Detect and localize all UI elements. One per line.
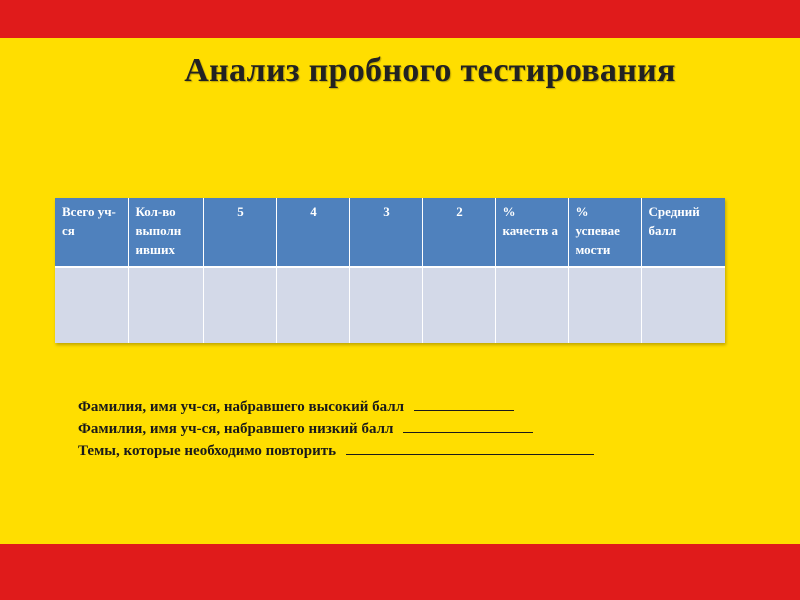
low-score-line: [78, 418, 594, 440]
high-score-blank: [414, 396, 514, 411]
topics-blank: [346, 440, 594, 455]
table-cell: [128, 267, 203, 343]
table-cell: [422, 267, 495, 343]
topics-line: [78, 440, 594, 462]
table-cell: [55, 267, 128, 343]
results-table-container: [55, 198, 725, 343]
header-grade-5: 5: [203, 198, 276, 267]
header-success-percent: % успевае мости: [568, 198, 641, 267]
table-header-row: [55, 198, 725, 267]
fill-in-fields: [78, 396, 594, 462]
slide-title: Анализ пробного тестирования: [184, 52, 676, 89]
header-completed-count: Кол-во выполн ивших: [128, 198, 203, 267]
header-grade-4: 4: [276, 198, 349, 267]
high-score-label: Фамилия, имя уч-ся, набравшего высокий балл: [78, 399, 405, 415]
table-cell: [568, 267, 641, 343]
header-average-score: Средний балл: [641, 198, 725, 267]
header-grade-2: 2: [422, 198, 495, 267]
high-score-line: [78, 396, 594, 418]
low-score-label: Фамилия, имя уч-ся, набравшего низкий балл: [78, 421, 394, 437]
bottom-red-band: [0, 544, 800, 600]
results-table: [55, 198, 725, 343]
top-red-band: [0, 0, 800, 38]
table-cell: [641, 267, 725, 343]
table-row: [55, 267, 725, 343]
table-cell: [203, 267, 276, 343]
header-quality-percent: % качеств а: [495, 198, 568, 267]
header-grade-3: 3: [349, 198, 422, 267]
header-total-students: Всего уч-ся: [55, 198, 128, 267]
low-score-blank: [403, 418, 533, 433]
topics-label: Темы, которые необходимо повторить: [78, 443, 337, 459]
table-cell: [495, 267, 568, 343]
table-cell: [349, 267, 422, 343]
table-cell: [276, 267, 349, 343]
